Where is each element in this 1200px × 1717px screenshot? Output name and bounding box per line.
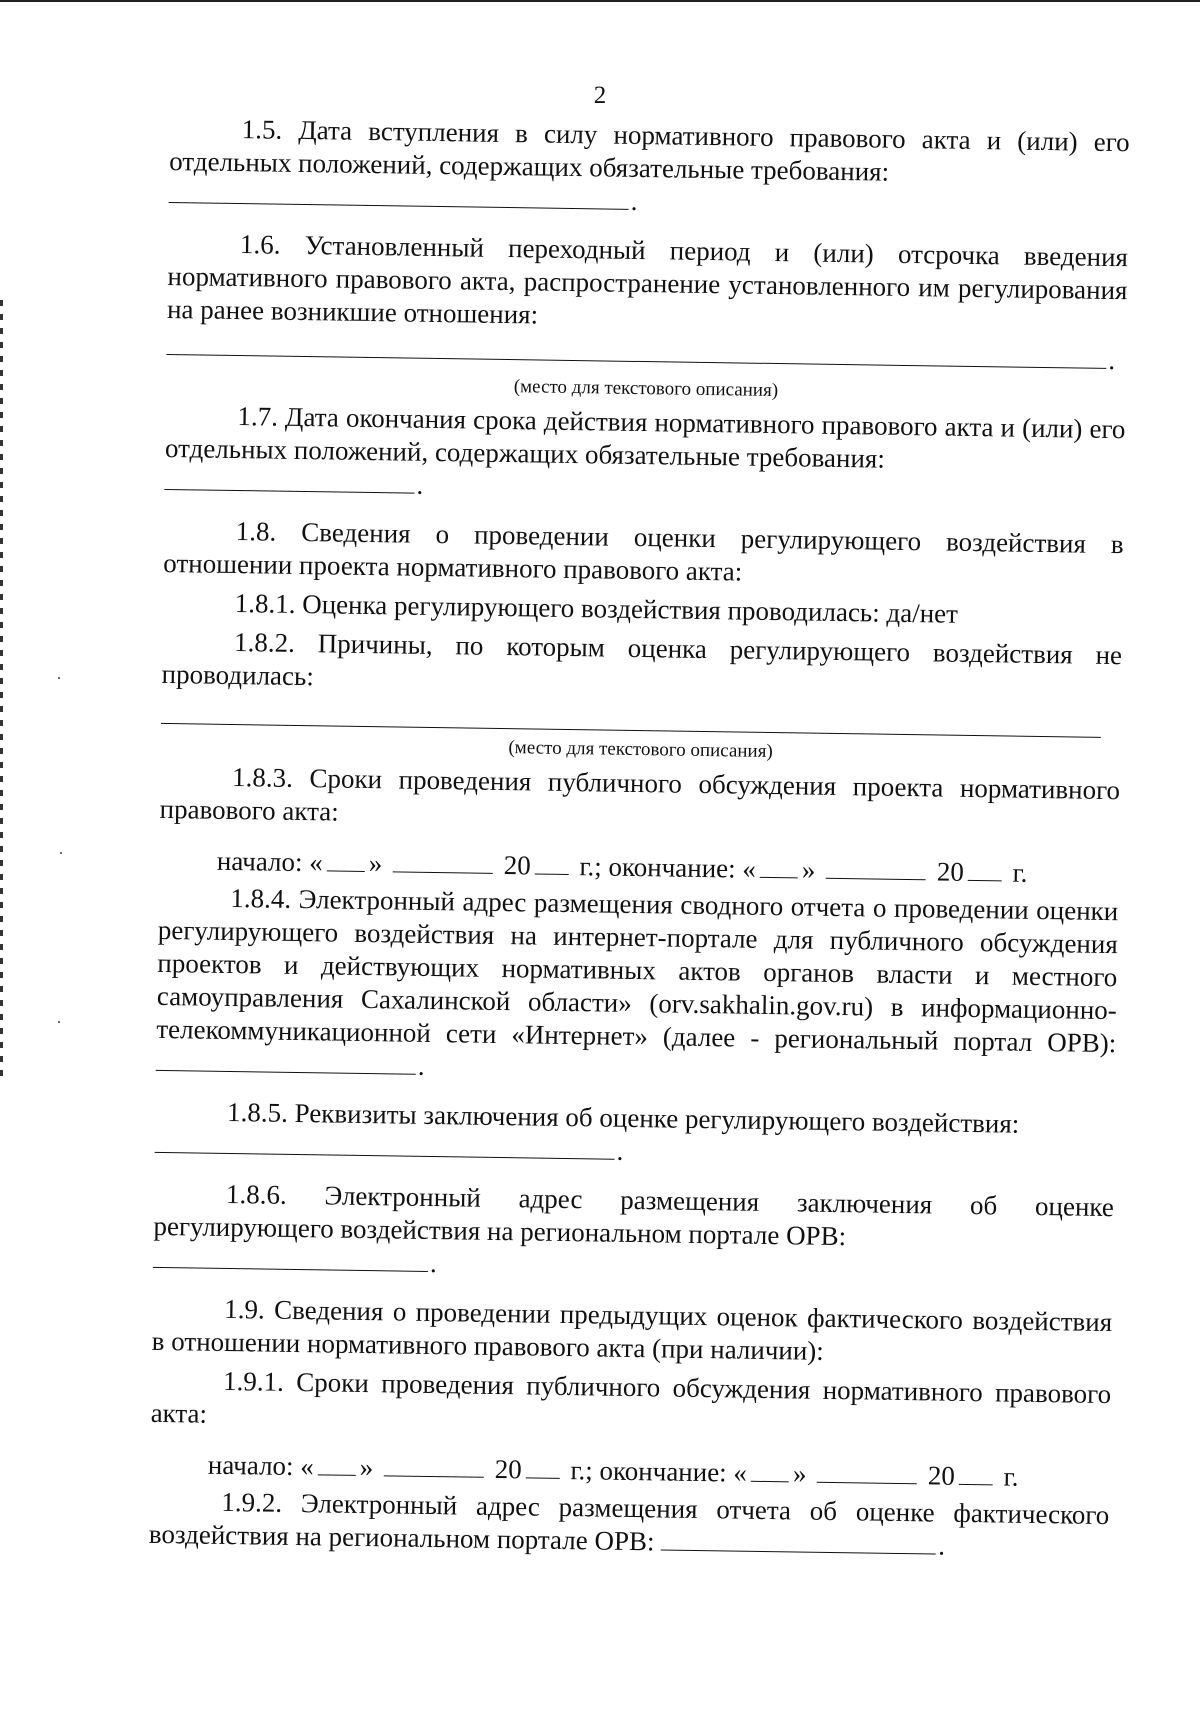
- page-number: 2: [593, 82, 607, 109]
- document-body: [149, 112, 1130, 1565]
- day-blank: [760, 853, 798, 879]
- section-1-9-text: 1.9. Сведения о проведении предыдущих оценок фактического воздействия в отношении нормативного правового акта (при наличии):: [151, 1293, 1113, 1366]
- year-prefix: 20: [936, 856, 965, 887]
- month-blank: [393, 847, 493, 873]
- quote-close: »: [792, 1458, 807, 1489]
- end-label: г.; окончание: «: [570, 1455, 748, 1488]
- quote-close: »: [801, 854, 816, 885]
- period: .: [417, 1050, 425, 1081]
- year-blank: [968, 856, 1002, 882]
- fill-in-blank: [661, 1525, 936, 1554]
- period: .: [616, 1135, 624, 1166]
- fill-in-blank: [156, 1046, 416, 1075]
- section-1-9-2: [149, 1485, 1110, 1565]
- month-blank: [817, 1458, 917, 1484]
- section-1-7-text: 1.7. Дата окончания срока действия нормативного правового акта и (или) его отдельных положений, содержащих обязательные требования:: [164, 401, 1126, 474]
- day-blank: [751, 1457, 789, 1483]
- year-suffix: г.: [1012, 857, 1028, 888]
- year-blank: [959, 1460, 993, 1486]
- month-blank: [384, 1451, 484, 1477]
- section-1-8-3: [159, 760, 1120, 840]
- section-1-8-1-text: 1.8.1. Оценка регулирующего воздействия проводилась: да/нет: [234, 588, 959, 629]
- year-blank: [535, 849, 569, 875]
- section-1-8-4-text: 1.8.4. Электронный адрес размещения сводного отчета о проведении оценки регулирующего воздействия на интернет-портале для публичного обсуждения проектов и действующих нормативных актов органов власти и местного самоуправления Сахалинской области» (orv.sakhalin.gov.ru) в информационно-телекоммуникационной сети «Интернет» (далее - региональный портал ОРВ):: [156, 882, 1119, 1059]
- section-1-9-1-text: 1.9.1. Сроки проведения публичного обсуждения нормативного правового акта:: [150, 1365, 1112, 1429]
- text-description-caption: (место для текстового описания): [508, 737, 773, 763]
- scan-top-edge: [0, 0, 1200, 2]
- scan-speck: ·: [56, 1012, 62, 1032]
- period: .: [1108, 344, 1116, 376]
- year-suffix: г.: [1003, 1461, 1019, 1492]
- section-1-8-4: [156, 881, 1119, 1093]
- section-1-8-3-text: 1.8.3. Сроки проведения публичного обсуждения проекта нормативного правового акта:: [159, 761, 1121, 827]
- section-1-8-5-text: 1.8.5. Реквизиты заключения об оценке регулирующего воздействия:: [226, 1096, 1020, 1139]
- quote-close: »: [359, 1451, 374, 1483]
- year-prefix: 20: [927, 1460, 956, 1491]
- year-prefix: 20: [494, 1453, 523, 1485]
- start-label: начало: «: [216, 845, 323, 878]
- scan-left-margin-marks: [0, 300, 3, 1080]
- section-1-8: [163, 514, 1124, 594]
- period: .: [938, 1530, 946, 1561]
- section-1-8-2: [161, 625, 1122, 705]
- fill-in-blank: [153, 1243, 428, 1272]
- period: .: [630, 185, 638, 216]
- section-1-9-2-text: 1.9.2. Электронный адрес размещения отчета об оценке фактического воздействия на региональном портале ОРВ:: [148, 1486, 1110, 1557]
- text-description-caption: (место для текстового описания): [513, 376, 779, 402]
- day-blank: [318, 1450, 356, 1476]
- section-1-8-6-text: 1.8.6. Электронный адрес размещения заключения об оценке регулирующего воздействия на региональном портале ОРВ:: [153, 1178, 1115, 1252]
- scan-speck: ·: [56, 668, 62, 688]
- fill-in-blank: [164, 465, 414, 494]
- year-prefix: 20: [503, 850, 531, 881]
- period: .: [416, 469, 424, 500]
- quote-close: »: [368, 848, 383, 879]
- start-label: начало: «: [207, 1449, 315, 1482]
- month-blank: [826, 854, 926, 880]
- section-1-6-text: 1.6. Установленный переходный период и (или) отсрочка введения нормативного правового акта, распространение установленного им регулирования на ранее возникшие отношения:: [166, 229, 1129, 330]
- section-1-9-1: [150, 1364, 1111, 1444]
- day-blank: [327, 846, 365, 872]
- section-1-8-text: 1.8. Сведения о проведении оценки регулирующего воздействия в отношении проекта нормативного правового акта:: [163, 516, 1124, 587]
- section-1-8-2-text: 1.8.2. Причины, по которым оценка регулирующего воздействия не проводилась:: [161, 627, 1123, 692]
- scan-speck: ·: [58, 843, 64, 863]
- end-label: г.; окончание: «: [579, 851, 757, 884]
- section-1-6: [167, 227, 1128, 340]
- section-1-9: [152, 1292, 1113, 1372]
- period: .: [429, 1247, 437, 1279]
- year-blank: [526, 1453, 560, 1479]
- section-1-5-text: 1.5. Дата вступления в силу нормативного правового акта и (или) его отдельных положений, содержащих обязательные требования:: [169, 114, 1130, 187]
